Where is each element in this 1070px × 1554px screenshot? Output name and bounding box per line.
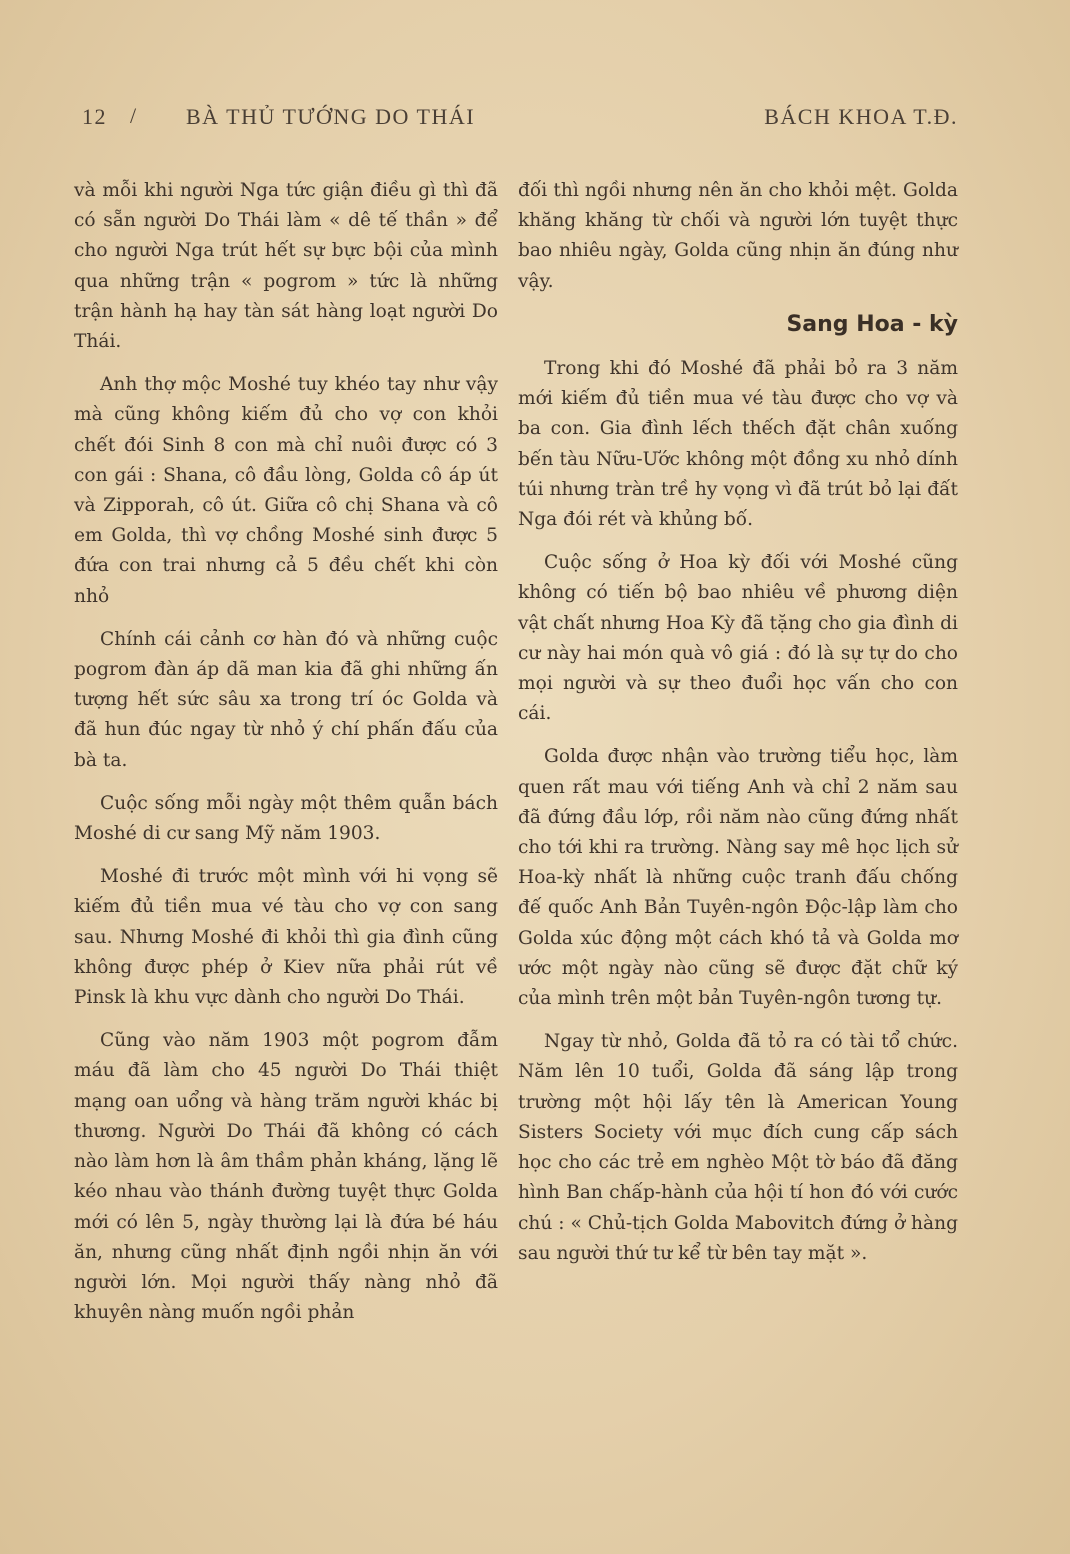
- paragraph: Cuộc sống ở Hoa kỳ đối với Moshé cũng không có tiến bộ bao nhiêu về phương diện vật chất nhưng Hoa Kỳ đã tặng cho gia đình di cư này hai món quà vô giá : đó là sự tự do cho mọi người và sự theo đuổi học vấn cho con cái.: [518, 552, 958, 725]
- left-column: [74, 176, 498, 1341]
- article-title: BÀ THỦ TƯỚNG DO THÁI: [186, 104, 476, 129]
- paragraph: Anh thợ mộc Moshé tuy khéo tay như vậy mà cũng không kiếm đủ cho vợ con khỏi chết đói Sinh 8 con mà chỉ nuôi được có 3 con gái : Shana, cô đầu lòng, Golda cô áp út và Zipporah, cô út. Giữa cô chị Shana và cô em Golda, thì vợ chồng Moshé sinh được 5 đứa con trai nhưng cả 5 đều chết khi còn nhỏ: [74, 374, 498, 607]
- magazine-name: BÁCH KHOA T.Đ.: [764, 104, 958, 129]
- page-number: 12: [82, 104, 107, 129]
- page-header: [82, 104, 958, 140]
- paragraph: Ngay từ nhỏ, Golda đã tỏ ra có tài tổ chức. Năm lên 10 tuổi, Golda đã sáng lập trong trường một hội lấy tên là American Young Sisters Society với mục đích cung cấp sách học cho các trẻ em nghèo Một tờ báo đã đăng hình Ban chấp-hành của hội tí hon đó với cước chú : « Chủ-tịch Golda Mabovitch đứng ở hàng sau người thứ tư kể từ bên tay mặt ».: [518, 1031, 958, 1264]
- paragraph: và mỗi khi người Nga tức giận điều gì thì đã có sẵn người Do Thái làm « dê tế thần » để cho người Nga trút hết sự bực bội của mình qua những trận « pogrom » tức là những trận hành hạ hay tàn sát hàng loạt người Do Thái.: [74, 180, 498, 353]
- paragraph: Cũng vào năm 1903 một pogrom đẫm máu đã làm cho 45 người Do Thái thiệt mạng oan uổng và hàng trăm người khác bị thương. Người Do Thái đã không có cách nào làm hơn là âm thầm phản kháng, lặng lẽ kéo nhau vào thánh đường tuyệt thực Golda mới có lên 5, ngày thường lại là đứa bé háu ăn, nhưng cũng nhất định ngồi nhịn ăn với người lớn. Mọi người thấy nàng nhỏ đã khuyên nàng muốn ngồi phản: [74, 1030, 498, 1324]
- paragraph: Golda được nhận vào trường tiểu học, làm quen rất mau với tiếng Anh và chỉ 2 năm sau đã đứng đầu lớp, rồi năm nào cũng đứng nhất cho tới khi ra trường. Nàng say mê học lịch sử Hoa-kỳ nhất là những cuộc tranh đấu chống đế quốc Anh Bản Tuyên-ngôn Độc-lập làm cho Golda xúc động một cách khó tả và Golda mơ ước một ngày nào cũng sẽ được đặt chữ ký của mình trên một bản Tuyên-ngôn tương tự.: [518, 746, 958, 1010]
- paragraph: Chính cái cảnh cơ hàn đó và những cuộc pogrom đàn áp dã man kia đã ghi những ấn tượng hết sức sâu xa trong trí óc Golda và đã hun đúc ngay từ nhỏ ý chí phấn đấu của bà ta.: [74, 628, 498, 771]
- header-separator: /: [130, 103, 138, 128]
- paragraph: Moshé đi trước một mình với hi vọng sẽ kiếm đủ tiền mua vé tàu cho vợ con sang sau. Nhưng Moshé đi khỏi thì gia đình cũng không được phép ở Kiev nữa phải rút về Pinsk là khu vực dành cho người Do Thái.: [74, 866, 498, 1009]
- right-column: [518, 176, 958, 1282]
- section-heading: Sang Hoa - kỳ: [786, 311, 958, 337]
- paragraph: đối thì ngồi nhưng nên ăn cho khỏi mệt. Golda khăng khăng từ chối và người lớn tuyệt thực bao nhiêu ngày, Golda cũng nhịn ăn đúng như vậy.: [518, 180, 958, 292]
- paragraph: Trong khi đó Moshé đã phải bỏ ra 3 năm mới kiếm đủ tiền mua vé tàu được cho vợ và ba con. Gia đình lếch thếch đặt chân xuống bến tàu Nữu-Ước không một đồng xu nhỏ dính túi nhưng tràn trề hy vọng vì đã trút bỏ lại đất Nga đói rét và khủng bố.: [518, 358, 958, 531]
- paragraph: Cuộc sống mỗi ngày một thêm quẫn bách Moshé di cư sang Mỹ năm 1903.: [74, 792, 498, 845]
